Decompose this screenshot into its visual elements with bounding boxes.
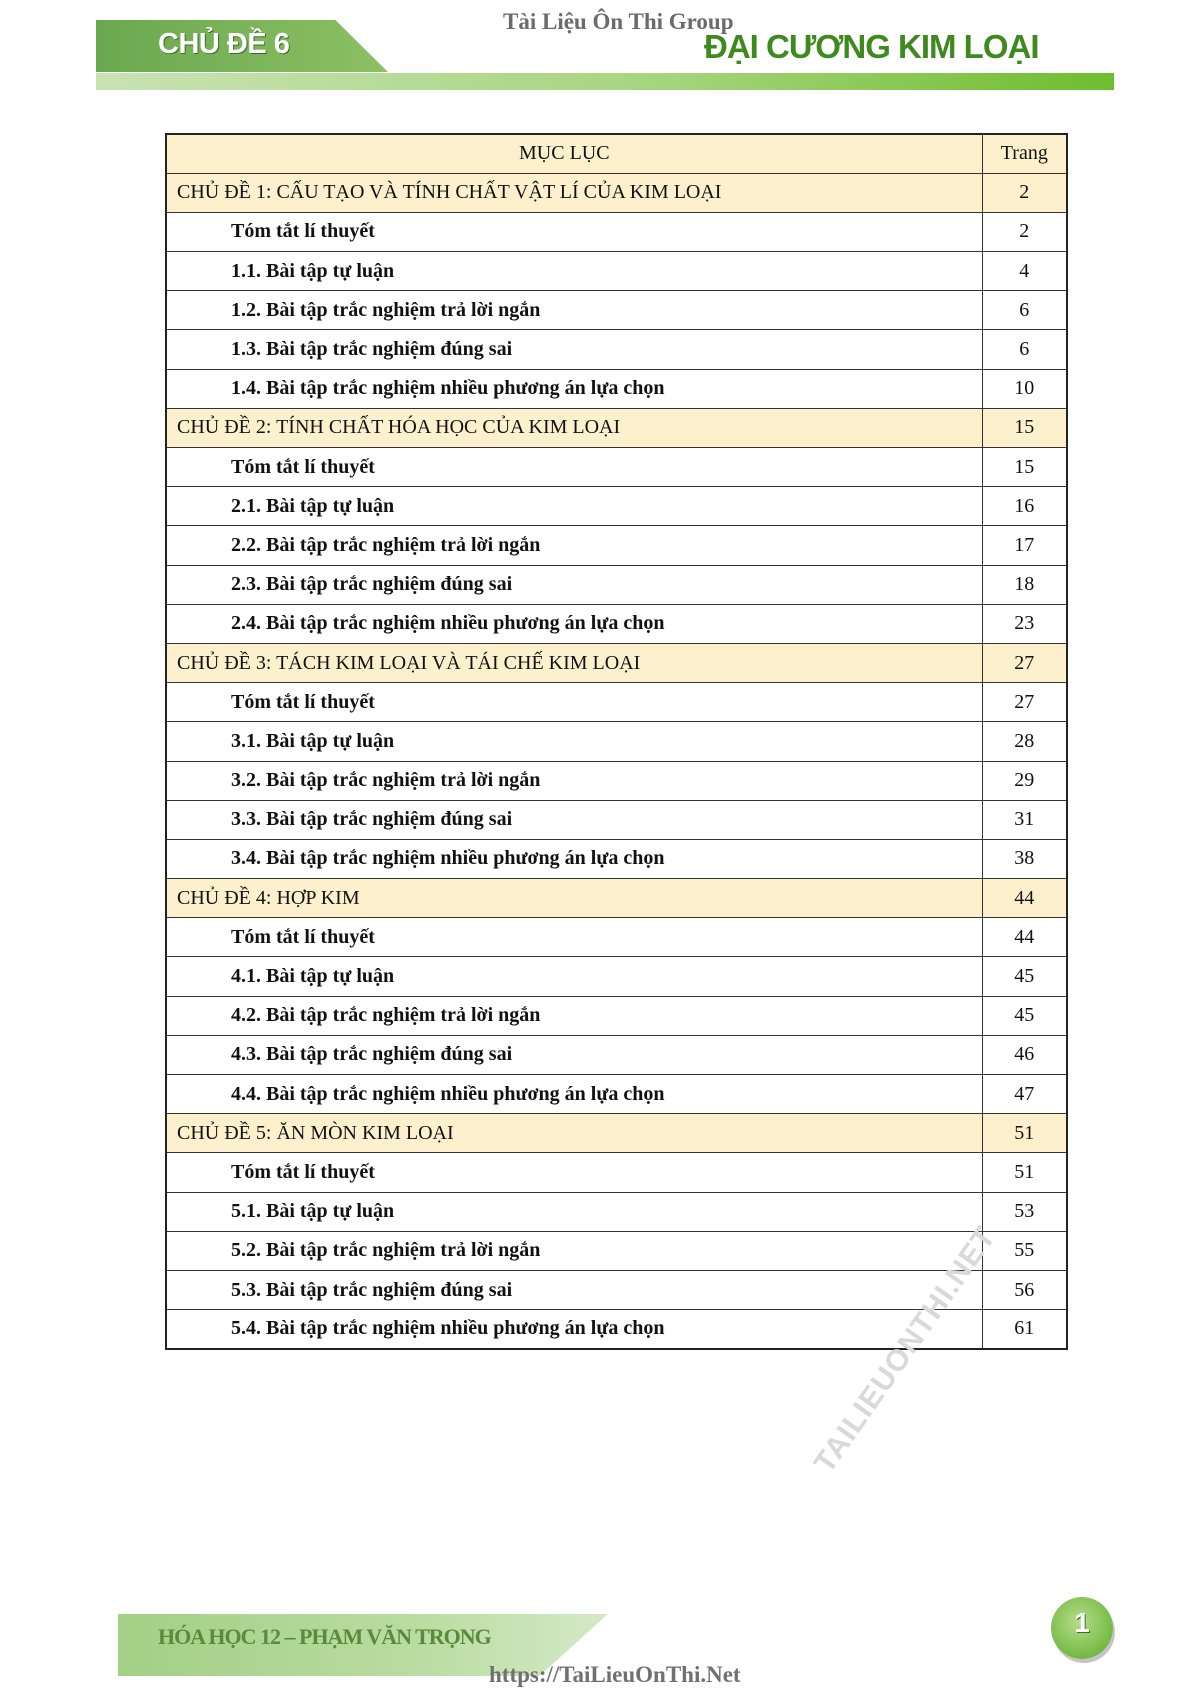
group-name: Tài Liệu Ôn Thi Group bbox=[503, 9, 734, 34]
toc-entry-page: 44 bbox=[982, 879, 1067, 918]
toc-page-heading: Trang bbox=[982, 134, 1067, 173]
toc-entry-title: 5.4. Bài tập trắc nghiệm nhiều phương án lựa chọn bbox=[166, 1310, 982, 1349]
toc-entry-row[interactable] bbox=[166, 683, 1067, 722]
toc-heading: MỤC LỤC bbox=[166, 134, 982, 173]
toc-chapter-row[interactable] bbox=[166, 879, 1067, 918]
toc-entry-page: 53 bbox=[982, 1192, 1067, 1231]
toc-entry-title: 5.2. Bài tập trắc nghiệm trả lời ngắn bbox=[166, 1231, 982, 1270]
toc-entry-row[interactable] bbox=[166, 722, 1067, 761]
footer-link[interactable]: https://TaiLieuOnThi.Net bbox=[489, 1662, 741, 1687]
toc-entry-page: 51 bbox=[982, 1153, 1067, 1192]
toc-entry-title: 2.2. Bài tập trắc nghiệm trả lời ngắn bbox=[166, 526, 982, 565]
toc-entry-row[interactable] bbox=[166, 448, 1067, 487]
chapter-tab-label: CHỦ ĐỀ 6 bbox=[158, 28, 290, 60]
toc-entry-title: Tóm tắt lí thuyết bbox=[166, 448, 982, 487]
header-rule bbox=[96, 73, 1114, 90]
toc-entry-row[interactable] bbox=[166, 526, 1067, 565]
toc-entry-page: 46 bbox=[982, 1035, 1067, 1074]
toc-header-row bbox=[166, 134, 1067, 173]
toc-entry-title: 3.2. Bài tập trắc nghiệm trả lời ngắn bbox=[166, 761, 982, 800]
toc-chapter-row[interactable] bbox=[166, 173, 1067, 212]
toc-entry-page: 10 bbox=[982, 369, 1067, 408]
toc-entry-row[interactable] bbox=[166, 369, 1067, 408]
toc-entry-title: 3.3. Bài tập trắc nghiệm đúng sai bbox=[166, 800, 982, 839]
toc-entry-page: 55 bbox=[982, 1231, 1067, 1270]
toc-entry-title: CHỦ ĐỀ 1: CẤU TẠO VÀ TÍNH CHẤT VẬT LÍ CỦA KIM LOẠI bbox=[166, 173, 982, 212]
toc-entry-page: 6 bbox=[982, 291, 1067, 330]
toc-entry-title: 1.1. Bài tập tự luận bbox=[166, 252, 982, 291]
toc-entry-page: 31 bbox=[982, 800, 1067, 839]
toc-entry-title: 4.3. Bài tập trắc nghiệm đúng sai bbox=[166, 1035, 982, 1074]
toc-chapter-row[interactable] bbox=[166, 1114, 1067, 1153]
toc-entry-title: 2.3. Bài tập trắc nghiệm đúng sai bbox=[166, 565, 982, 604]
toc-entry-row[interactable] bbox=[166, 761, 1067, 800]
toc-entry-row[interactable] bbox=[166, 330, 1067, 369]
toc-entry-row[interactable] bbox=[166, 1035, 1067, 1074]
toc-entry-row[interactable] bbox=[166, 839, 1067, 878]
toc-entry-title: CHỦ ĐỀ 4: HỢP KIM bbox=[166, 879, 982, 918]
page-number: 1 bbox=[1074, 1607, 1090, 1638]
toc-entry-row[interactable] bbox=[166, 487, 1067, 526]
toc-entry-title: Tóm tắt lí thuyết bbox=[166, 683, 982, 722]
toc-chapter-row[interactable] bbox=[166, 643, 1067, 682]
toc-entry-title: 1.3. Bài tập trắc nghiệm đúng sai bbox=[166, 330, 982, 369]
toc-entry-page: 29 bbox=[982, 761, 1067, 800]
watermark: TAILIEUONTHI.NET bbox=[808, 1220, 1003, 1479]
toc-entry-title: 3.4. Bài tập trắc nghiệm nhiều phương án lựa chọn bbox=[166, 839, 982, 878]
toc-entry-page: 16 bbox=[982, 487, 1067, 526]
toc-entry-page: 56 bbox=[982, 1270, 1067, 1309]
toc-entry-row[interactable] bbox=[166, 252, 1067, 291]
toc-entry-page: 15 bbox=[982, 448, 1067, 487]
toc-entry-title: 5.3. Bài tập trắc nghiệm đúng sai bbox=[166, 1270, 982, 1309]
toc-entry-title: Tóm tắt lí thuyết bbox=[166, 212, 982, 251]
toc-entry-row[interactable] bbox=[166, 291, 1067, 330]
page-number-badge bbox=[1051, 1597, 1113, 1659]
toc-entry-title: 4.4. Bài tập trắc nghiệm nhiều phương án lựa chọn bbox=[166, 1075, 982, 1114]
toc-entry-title: 4.2. Bài tập trắc nghiệm trả lời ngắn bbox=[166, 996, 982, 1035]
toc-entry-title: 2.4. Bài tập trắc nghiệm nhiều phương án lựa chọn bbox=[166, 604, 982, 643]
toc-entry-page: 61 bbox=[982, 1310, 1067, 1349]
toc-entry-page: 28 bbox=[982, 722, 1067, 761]
toc-entry-title: 2.1. Bài tập tự luận bbox=[166, 487, 982, 526]
toc-entry-page: 27 bbox=[982, 643, 1067, 682]
toc-entry-title: 3.1. Bài tập tự luận bbox=[166, 722, 982, 761]
toc-entry-page: 2 bbox=[982, 173, 1067, 212]
toc-entry-page: 23 bbox=[982, 604, 1067, 643]
toc-entry-page: 45 bbox=[982, 957, 1067, 996]
toc-entry-row[interactable] bbox=[166, 800, 1067, 839]
toc-entry-row[interactable] bbox=[166, 1192, 1067, 1231]
toc-entry-title: 4.1. Bài tập tự luận bbox=[166, 957, 982, 996]
toc-entry-row[interactable] bbox=[166, 212, 1067, 251]
toc-entry-row[interactable] bbox=[166, 604, 1067, 643]
toc-entry-row[interactable] bbox=[166, 918, 1067, 957]
toc-entry-page: 17 bbox=[982, 526, 1067, 565]
toc-body bbox=[166, 173, 1067, 1349]
toc-entry-page: 38 bbox=[982, 839, 1067, 878]
toc-entry-page: 47 bbox=[982, 1075, 1067, 1114]
toc-entry-page: 4 bbox=[982, 252, 1067, 291]
footer-subject: HÓA HỌC 12 – PHẠM VĂN TRỌNG bbox=[158, 1624, 491, 1649]
toc-entry-title: 1.2. Bài tập trắc nghiệm trả lời ngắn bbox=[166, 291, 982, 330]
toc-entry-page: 51 bbox=[982, 1114, 1067, 1153]
toc-entry-row[interactable] bbox=[166, 1075, 1067, 1114]
toc-entry-title: Tóm tắt lí thuyết bbox=[166, 918, 982, 957]
toc-entry-page: 18 bbox=[982, 565, 1067, 604]
toc-entry-title: CHỦ ĐỀ 5: ĂN MÒN KIM LOẠI bbox=[166, 1114, 982, 1153]
toc-entry-row[interactable] bbox=[166, 996, 1067, 1035]
toc-entry-page: 27 bbox=[982, 683, 1067, 722]
toc-entry-title: Tóm tắt lí thuyết bbox=[166, 1153, 982, 1192]
toc-entry-row[interactable] bbox=[166, 1231, 1067, 1270]
toc-entry-page: 44 bbox=[982, 918, 1067, 957]
toc-chapter-row[interactable] bbox=[166, 408, 1067, 447]
toc-entry-row[interactable] bbox=[166, 957, 1067, 996]
toc-entry-page: 2 bbox=[982, 212, 1067, 251]
document-title: ĐẠI CƯƠNG KIM LOẠI bbox=[704, 28, 1039, 65]
toc-entry-page: 45 bbox=[982, 996, 1067, 1035]
toc-entry-row[interactable] bbox=[166, 1153, 1067, 1192]
toc-table bbox=[165, 133, 1068, 1350]
toc-entry-title: 5.1. Bài tập tự luận bbox=[166, 1192, 982, 1231]
toc-entry-page: 6 bbox=[982, 330, 1067, 369]
toc-entry-title: 1.4. Bài tập trắc nghiệm nhiều phương án lựa chọn bbox=[166, 369, 982, 408]
toc-entry-title: CHỦ ĐỀ 2: TÍNH CHẤT HÓA HỌC CỦA KIM LOẠI bbox=[166, 408, 982, 447]
toc-entry-title: CHỦ ĐỀ 3: TÁCH KIM LOẠI VÀ TÁI CHẾ KIM LOẠI bbox=[166, 643, 982, 682]
toc-entry-row[interactable] bbox=[166, 565, 1067, 604]
toc-entry-page: 15 bbox=[982, 408, 1067, 447]
